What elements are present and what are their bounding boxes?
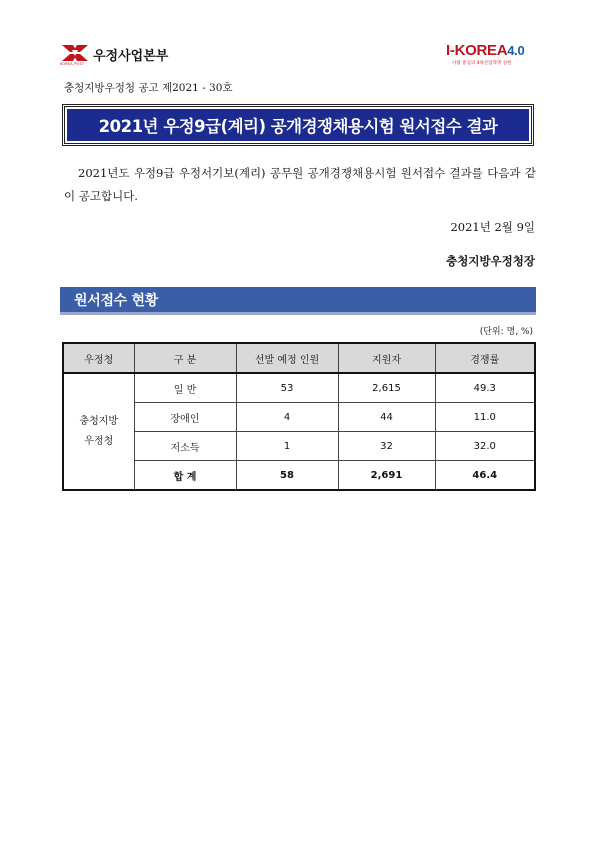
body-paragraph: 2021년도 우정9급 우정서기보(계리) 공무원 공개경쟁채용시험 원서접수 결과를 다음과 같이 공고합니다. xyxy=(64,166,536,203)
header-quota: 선발 예정 인원 xyxy=(236,343,338,373)
office-line-1: 충청지방 xyxy=(79,415,119,427)
ratio-cell: 32.0 xyxy=(435,432,535,461)
category-cell: 일 반 xyxy=(134,373,236,403)
results-table xyxy=(62,342,536,491)
header-office: 우정청 xyxy=(63,343,134,373)
i-korea-logo xyxy=(446,42,546,72)
quota-cell: 4 xyxy=(236,403,338,432)
table-header-row xyxy=(63,343,535,373)
total-quota-cell: 58 xyxy=(236,461,338,491)
category-cell: 장애인 xyxy=(134,403,236,432)
ratio-cell: 11.0 xyxy=(435,403,535,432)
total-row xyxy=(63,461,535,491)
unit-label: (단위: 명, %) xyxy=(479,327,533,337)
applicants-cell: 32 xyxy=(338,432,435,461)
brand-main xyxy=(446,42,524,59)
total-applicants-cell: 2,691 xyxy=(338,461,435,491)
header-category: 구 분 xyxy=(134,343,236,373)
notice-number: 충청지방우정청 공고 제2021 - 30호 xyxy=(64,82,233,94)
total-category-cell: 합 계 xyxy=(134,461,236,491)
brand-version: 4.0 xyxy=(507,43,525,58)
page-title: 2021년 우정9급(계리) 공개경쟁채용시험 원서접수 결과 xyxy=(98,117,498,136)
brand-slogan: 사람 중심의 4차산업혁명 실현 xyxy=(452,61,512,66)
table-row xyxy=(63,432,535,461)
total-ratio-cell: 46.4 xyxy=(435,461,535,491)
signer: 충청지방우정청장 xyxy=(446,254,535,268)
org-name: 우정사업본부 xyxy=(93,49,169,64)
header-applicants: 지원자 xyxy=(338,343,435,373)
notice-date: 2021년 2월 9일 xyxy=(450,220,535,234)
ratio-cell: 49.3 xyxy=(435,373,535,403)
office-line-2: 우정청 xyxy=(84,435,114,447)
quota-cell: 53 xyxy=(236,373,338,403)
org-sub: KOREA POST xyxy=(60,62,85,66)
title-box xyxy=(62,104,534,146)
applicants-cell: 2,615 xyxy=(338,373,435,403)
table-row xyxy=(63,373,535,403)
title-banner xyxy=(67,109,529,141)
quota-cell: 1 xyxy=(236,432,338,461)
office-cell xyxy=(63,373,134,490)
section-header xyxy=(60,287,536,315)
brand-main-text: I-KOREA xyxy=(446,42,508,59)
category-cell: 저소득 xyxy=(134,432,236,461)
korea-post-logo xyxy=(60,42,190,68)
table-row xyxy=(63,403,535,432)
header-ratio: 경쟁률 xyxy=(435,343,535,373)
section-title: 원서접수 현황 xyxy=(74,292,158,309)
applicants-cell: 44 xyxy=(338,403,435,432)
